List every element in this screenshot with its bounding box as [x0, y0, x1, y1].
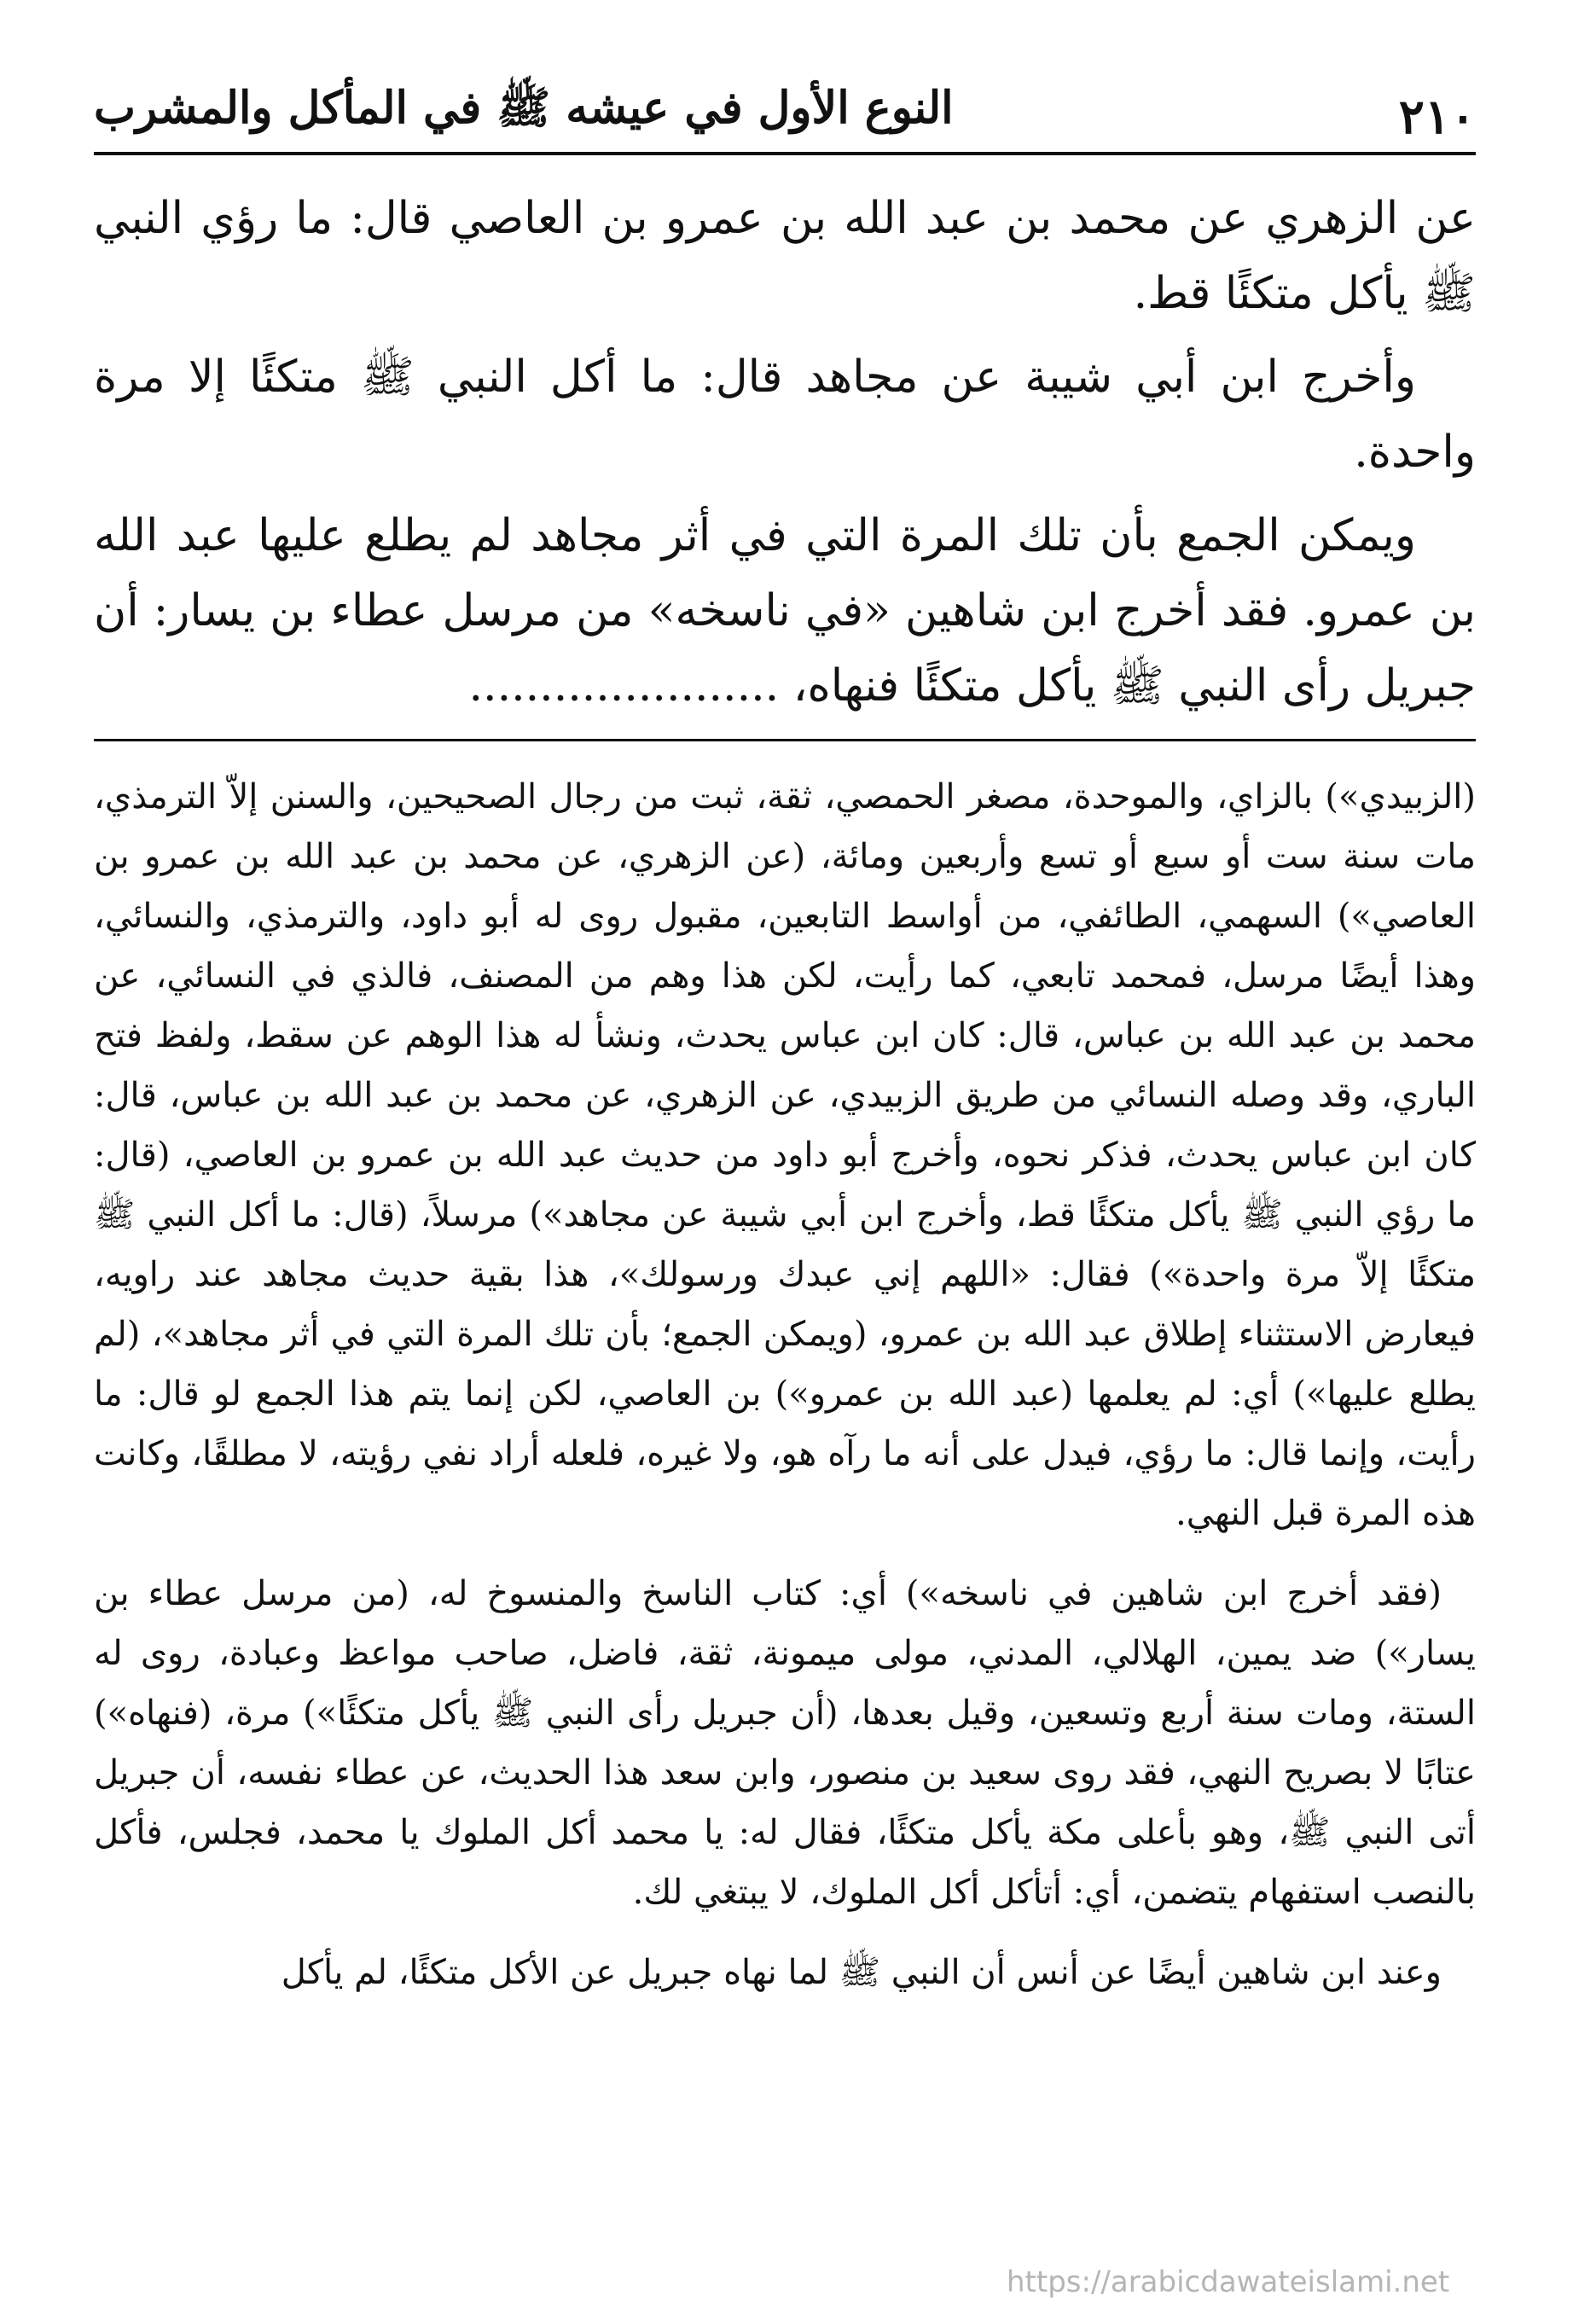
- page: [94, 68, 1476, 2286]
- main-paragraph: عن الزهري عن محمد بن عبد الله بن عمرو بن العاصي قال: ما رؤي النبي ﷺ يأكل متكئًا قط.: [94, 193, 1476, 319]
- commentary-paragraph: (الزبيدي») بالزاي، والموحدة، مصغر الحمصي، ثقة، ثبت من رجال الصحيحين، والسنن إلاّ الترمذي، مات سنة ست أو سبع أو تسع وأربعين ومائة، (عن الزهري، عن محمد بن عبد الله بن عمرو بن العاصي») السهمي، الطائفي، من أواسط التابعين، مقبول روى له أبو داود، والترمذي، والنسائي، وهذا أيضًا مرسل، فمحمد تابعي، كما رأيت، لكن هذا وهم من المصنف، فالذي في النسائي، عن محمد بن عبد الله بن عباس، قال: كان ابن عباس يحدث، ونشأ له هذا الوهم عن سقط، ولفظ فتح الباري، وقد وصله النسائي من طريق الزبيدي، عن الزهري، عن محمد بن عبد الله بن عباس، قال: كان ابن عباس يحدث، فذكر نحوه، وأخرج أبو داود من حديث عبد الله بن عمرو بن العاصي، (قال: ما رؤي النبي ﷺ يأكل متكئًا قط، وأخرج ابن أبي شيبة عن مجاهد») مرسلاً، (قال: ما أكل النبي ﷺ متكئًا إلاّ مرة واحدة») فقال: «اللهم إني عبدك ورسولك»، هذا بقية حديث مجاهد عند راويه، فيعارض الاستثناء إطلاق عبد الله بن عمرو، (ويمكن الجمع؛ بأن تلك المرة التي في أثر مجاهد»، (لم يطلع عليها») أي: لم يعلمها (عبد الله بن عمرو») بن العاصي، لكن إنما يتم هذا الجمع لو قال: ما رأيت، وإنما قال: ما رؤي، فيدل على أنه ما رآه هو، ولا غيره، فلعله أراد نفي رؤيته، لا مطلقًا، وكانت هذه المرة قبل النهي.: [94, 777, 1476, 1533]
- page-number: ٢١٠: [1398, 89, 1476, 145]
- running-title: النوع الأول في عيشه ﷺ في المأكل والمشرب: [94, 82, 954, 134]
- page-header: [94, 68, 1476, 155]
- commentary-paragraph: وعند ابن شاهين أيضًا عن أنس أن النبي ﷺ لما نهاه جبريل عن الأكل متكئًا، لم يأكل: [281, 1953, 1442, 1992]
- main-paragraph: وأخرج ابن أبي شيبة عن مجاهد قال: ما أكل النبي ﷺ متكئًا إلا مرة واحدة.: [94, 352, 1476, 478]
- commentary-text: [94, 767, 1476, 2002]
- text-commentary-divider: [94, 739, 1476, 741]
- watermark-url: https://arabicdawateislami.net: [1007, 2265, 1450, 2299]
- main-paragraph: ويمكن الجمع بأن تلك المرة التي في أثر مجاهد لم يطلع عليها عبد الله بن عمرو. فقد أخرج ابن شاهين «في ناسخه» من مرسل عطاء بن يسار: أن جبريل رأى النبي ﷺ يأكل متكئًا فنهاه، ......................: [94, 510, 1476, 712]
- commentary-paragraph: (فقد أخرج ابن شاهين في ناسخه») أي: كتاب الناسخ والمنسوخ له، (من مرسل عطاء بن يسار») ضد يمين، الهلالي، المدني، مولى ميمونة، ثقة، فاضل، صاحب مواعظ وعبادة، روى له الستة، ومات سنة أربع وتسعين، وقيل بعدها، (أن جبريل رأى النبي ﷺ يأكل متكئًا») مرة، (فنهاه») عتابًا لا بصريح النهي، فقد روى سعيد بن منصور، وابن سعد هذا الحديث، عن عطاء نفسه، أن جبريل أتى النبي ﷺ، وهو بأعلى مكة يأكل متكئًا، فقال له: يا محمد أكل الملوك يا محمد، فجلس، فأكل بالنصب استفهام يتضمن، أي: أتأكل أكل الملوك، لا يبتغي لك.: [94, 1574, 1476, 1912]
- main-text: [94, 181, 1476, 723]
